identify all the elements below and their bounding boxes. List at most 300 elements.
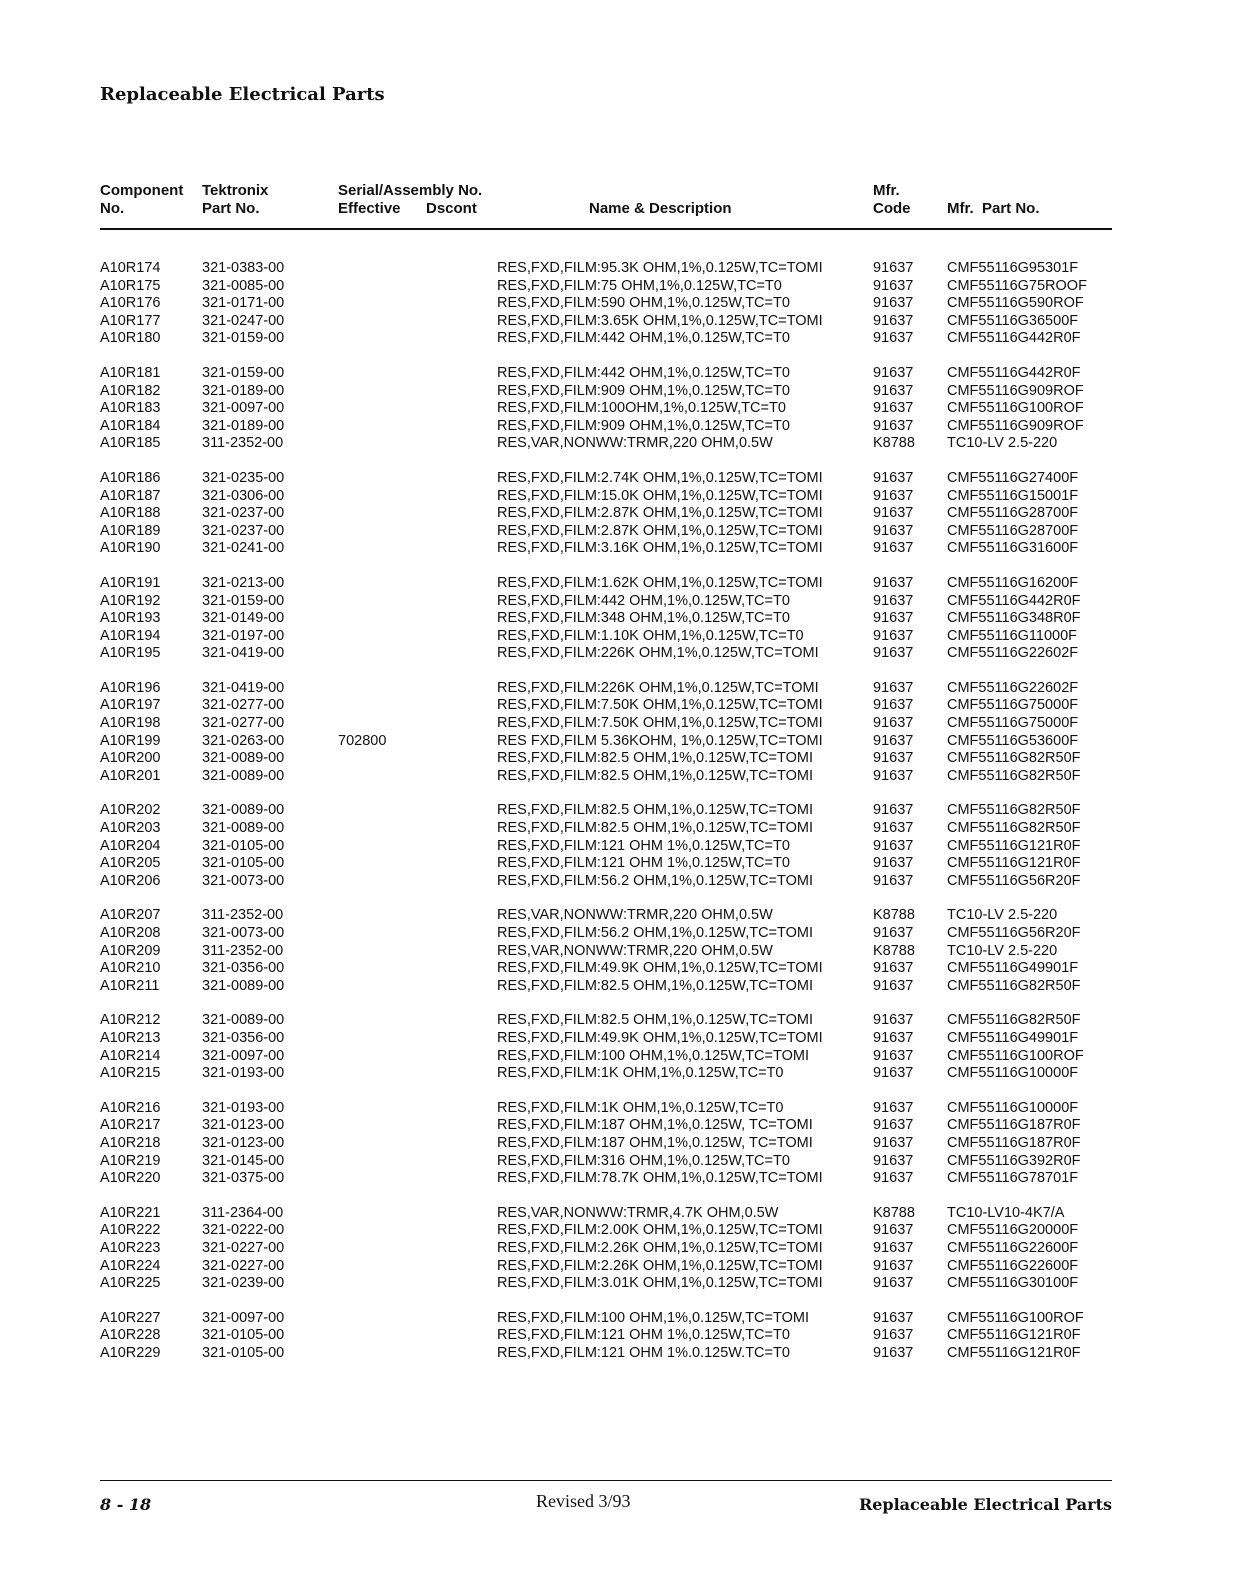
table-row [0,1030,1234,1048]
table-row [0,1100,1234,1118]
mfr-part-number: CMF55116G56R20F [947,872,1081,889]
tektronix-part-number: 311-2352-00 [202,907,284,924]
tektronix-part-number: 321-0263-00 [202,732,285,749]
name-description: RES,FXD,FILM:2.74K OHM,1%,0.125W,TC=TOMI [497,469,823,486]
table-row [0,943,1234,961]
tektronix-part-number: 321-0237-00 [202,522,285,539]
mfr-part-number: CMF55116G392R0F [947,1152,1081,1169]
mfr-part-number: CMF55116G36500F [947,312,1079,329]
mfr-code: 91637 [873,1327,914,1344]
mfr-part-number: CMF55116G82R50F [947,750,1081,767]
mfr-part-number: CMF55116G20000F [947,1222,1079,1239]
name-description: RES,FXD,FILM:3.16K OHM,1%,0.125W,TC=TOMI [497,540,823,557]
table-row [0,978,1234,996]
name-description: RES,FXD,FILM:2.26K OHM,1%,0.125W,TC=TOMI [497,1239,823,1256]
table-row [0,925,1234,943]
tektronix-part-number: 321-0097-00 [202,400,285,417]
component-number: A10R187 [100,487,161,504]
row-group [0,1310,1234,1363]
tektronix-part-number: 321-0105-00 [202,855,285,872]
tektronix-part-number: 321-0105-00 [202,837,285,854]
mfr-part-number: CMF55116G121R0F [947,1327,1081,1344]
name-description: RES,FXD,FILM:78.7K OHM,1%,0.125W,TC=TOMI [497,1170,823,1187]
parts-table [0,260,1234,1379]
name-description: RES,FXD,FILM:82.5 OHM,1%,0.125W,TC=TOMI [497,802,813,819]
component-number: A10R194 [100,627,161,644]
name-description: RES,FXD,FILM:442 OHM,1%,0.125W,TC=T0 [497,364,790,381]
name-description: RES,FXD,FILM:121 OHM 1%,0.125W,TC=T0 [497,1327,790,1344]
mfr-part-number: CMF55116G187R0F [947,1134,1081,1151]
mfr-part-number: CMF55116G82R50F [947,767,1081,784]
name-description: RES,VAR,NONWW:TRMR,220 OHM,0.5W [497,907,773,924]
name-description: RES,FXD,FILM:226K OHM,1%,0.125W,TC=TOMI [497,679,819,696]
tektronix-part-number: 321-0247-00 [202,312,285,329]
row-group [0,907,1234,995]
serial-effective: 702800 [338,732,387,749]
column-header-dscont: Dscont [426,200,477,217]
component-number: A10R210 [100,960,161,977]
mfr-part-number: CMF55116G27400F [947,469,1079,486]
mfr-code: 91637 [873,260,914,276]
name-description: RES,FXD,FILM:7.50K OHM,1%,0.125W,TC=TOMI [497,697,823,714]
mfr-code: 91637 [873,610,914,627]
name-description: RES,FXD,FILM:1.62K OHM,1%,0.125W,TC=TOMI [497,574,823,591]
footer-rule [100,1480,1112,1481]
mfr-part-number: CMF55116G442R0F [947,330,1081,347]
component-number: A10R183 [100,400,161,417]
name-description: RES FXD,FILM 5.36KOHM, 1%,0.125W,TC=TOMI [497,732,823,749]
mfr-part-number: CMF55116G56R20F [947,925,1081,941]
mfr-part-number: CMF55116G28700F [947,505,1079,522]
mfr-part-number: CMF55116G75ROOF [947,277,1087,294]
tektronix-part-number: 321-0197-00 [202,627,285,644]
mfr-code: 91637 [873,1239,914,1256]
mfr-code: 91637 [873,715,914,732]
mfr-code: 91637 [873,1117,914,1134]
component-number: A10R207 [100,907,161,924]
mfr-part-number: TC10-LV10-4K7/A [947,1204,1065,1221]
table-row [0,1310,1234,1328]
mfr-code: 91637 [873,295,914,312]
name-description: RES,FXD,FILM:1K OHM,1%,0.125W,TC=T0 [497,1065,784,1082]
tektronix-part-number: 321-0089-00 [202,767,285,784]
table-row [0,680,1234,698]
footer-title: Replaceable Electrical Parts [858,1495,1112,1514]
mfr-code: 91637 [873,522,914,539]
mfr-code: 91637 [873,400,914,417]
table-row [0,873,1234,891]
header-rule [100,228,1112,230]
component-number: A10R180 [100,330,161,347]
tektronix-part-number: 321-0159-00 [202,592,285,609]
component-number: A10R188 [100,505,161,522]
mfr-part-number: CMF55116G121R0F [947,837,1081,854]
name-description: RES,FXD,FILM:75 OHM,1%,0.125W,TC=T0 [497,277,782,294]
tektronix-part-number: 321-0073-00 [202,872,285,889]
tektronix-part-number: 321-0213-00 [202,574,285,591]
footer-revised: Revised 3/93 [536,1491,631,1511]
column-header-tektronix [202,182,268,218]
component-number: A10R211 [100,977,160,994]
mfr-part-number: CMF55116G121R0F [947,855,1081,872]
tektronix-part-number: 321-0089-00 [202,750,285,767]
mfr-part-number: CMF55116G187R0F [947,1117,1081,1134]
component-number: A10R206 [100,872,161,889]
mfr-part-number: CMF55116G95301F [947,260,1079,276]
component-number: A10R175 [100,277,161,294]
component-number: A10R199 [100,732,161,749]
component-number: A10R189 [100,522,161,539]
table-row [0,400,1234,418]
tektronix-part-number: 321-0237-00 [202,505,285,522]
tektronix-part-number: 321-0097-00 [202,1309,285,1326]
mfr-part-number: CMF55116G100ROF [947,400,1084,417]
mfr-code: 91637 [873,1134,914,1151]
tektronix-part-number: 321-0227-00 [202,1257,285,1274]
mfr-code: 91637 [873,540,914,557]
component-number: A10R227 [100,1309,161,1326]
table-row [0,1205,1234,1223]
name-description: RES,FXD,FILM:49.9K OHM,1%,0.125W,TC=TOMI [497,960,823,977]
mfr-part-number: TC10-LV 2.5-220 [947,435,1058,452]
mfr-code: 91637 [873,505,914,522]
name-description: RES,FXD,FILM:82.5 OHM,1%,0.125W,TC=TOMI [497,750,813,767]
mfr-part-number: CMF55116G75000F [947,715,1079,732]
table-row [0,1327,1234,1345]
component-number: A10R216 [100,1099,161,1116]
component-number: A10R203 [100,820,161,837]
table-row [0,1222,1234,1240]
column-header-mfr-code [873,182,911,218]
tektronix-part-number: 321-0085-00 [202,277,285,294]
name-description: RES,FXD,FILM:2.26K OHM,1%,0.125W,TC=TOMI [497,1257,823,1274]
name-description: RES,FXD,FILM:100 OHM,1%,0.125W,TC=TOMI [497,1309,809,1326]
table-row [0,435,1234,453]
tektronix-part-number: 321-0235-00 [202,469,285,486]
mfr-code: 91637 [873,1099,914,1116]
tektronix-part-number: 321-0419-00 [202,679,285,696]
name-description: RES,FXD,FILM:100 OHM,1%,0.125W,TC=TOMI [497,1047,809,1064]
mfr-code: 91637 [873,1170,914,1187]
tektronix-part-number: 321-0073-00 [202,925,285,941]
tektronix-part-number: 321-0159-00 [202,364,285,381]
name-description: RES,FXD,FILM:590 OHM,1%,0.125W,TC=T0 [497,295,790,312]
mfr-part-number: CMF55116G909ROF [947,417,1084,434]
table-row [0,593,1234,611]
mfr-part-number: CMF55116G28700F [947,522,1079,539]
column-header-effective: Effective [338,200,401,217]
tektronix-part-number: 321-0089-00 [202,977,285,994]
component-number: A10R176 [100,295,161,312]
table-row [0,470,1234,488]
tektronix-part-number: 321-0105-00 [202,1344,285,1361]
tektronix-part-number: 321-0419-00 [202,645,285,662]
tektronix-part-number: 311-2352-00 [202,942,284,959]
component-number: A10R195 [100,645,161,662]
name-description: RES,FXD,FILM:49.9K OHM,1%,0.125W,TC=TOMI [497,1029,823,1046]
column-header-serial-line1: Serial/Assembly No. [338,182,483,199]
table-row [0,1065,1234,1083]
mfr-part-number: CMF55116G348R0F [947,610,1081,627]
name-description: RES,FXD,FILM:95.3K OHM,1%,0.125W,TC=TOMI [497,260,823,276]
mfr-part-number: CMF55116G590ROF [947,295,1084,312]
table-row [0,418,1234,436]
name-description: RES,FXD,FILM:82.5 OHM,1%,0.125W,TC=TOMI [497,1012,813,1029]
component-number: A10R218 [100,1134,161,1151]
name-description: RES,FXD,FILM:2.87K OHM,1%,0.125W,TC=TOMI [497,505,823,522]
name-description: RES,FXD,FILM:3.65K OHM,1%,0.125W,TC=TOMI [497,312,823,329]
table-row [0,540,1234,558]
mfr-part-number: CMF55116G82R50F [947,977,1081,994]
mfr-part-number: CMF55116G30100F [947,1275,1079,1292]
mfr-part-number: CMF55116G53600F [947,732,1079,749]
table-row [0,733,1234,751]
column-header-tektronix-line2: Part No. [202,200,260,217]
tektronix-part-number: 321-0306-00 [202,487,285,504]
table-row [0,1240,1234,1258]
mfr-part-number: CMF55116G100ROF [947,1047,1084,1064]
mfr-code: K8788 [873,942,915,959]
name-description: RES,FXD,FILM:316 OHM,1%,0.125W,TC=T0 [497,1152,790,1169]
component-number: A10R200 [100,750,161,767]
name-description: RES,FXD,FILM:442 OHM,1%,0.125W,TC=T0 [497,330,790,347]
tektronix-part-number: 321-0227-00 [202,1239,285,1256]
tektronix-part-number: 321-0241-00 [202,540,285,557]
table-row [0,365,1234,383]
table-row [0,820,1234,838]
mfr-part-number: TC10-LV 2.5-220 [947,907,1058,924]
column-header-mfr-part: Mfr. Part No. [947,200,1040,217]
component-number: A10R220 [100,1170,161,1187]
table-row [0,523,1234,541]
mfr-part-number: CMF55116G22600F [947,1257,1079,1274]
mfr-code: 91637 [873,487,914,504]
name-description: RES,FXD,FILM:909 OHM,1%,0.125W,TC=T0 [497,417,790,434]
component-number: A10R182 [100,382,161,399]
mfr-code: 91637 [873,767,914,784]
mfr-part-number: CMF55116G49901F [947,1029,1079,1046]
tektronix-part-number: 321-0171-00 [202,295,285,312]
mfr-code: 91637 [873,977,914,994]
tektronix-part-number: 321-0149-00 [202,610,285,627]
mfr-part-number: CMF55116G16200F [947,574,1079,591]
column-header-tektronix-line1: Tektronix [202,182,269,199]
table-row [0,1135,1234,1153]
mfr-code: 91637 [873,697,914,714]
name-description: RES,FXD,FILM:82.5 OHM,1%,0.125W,TC=TOMI [497,820,813,837]
mfr-code: 91637 [873,574,914,591]
tektronix-part-number: 321-0105-00 [202,1327,285,1344]
table-row [0,330,1234,348]
row-group [0,260,1234,348]
mfr-part-number: CMF55116G78701F [947,1170,1079,1187]
component-number: A10R219 [100,1152,161,1169]
component-number: A10R225 [100,1275,161,1292]
mfr-code: 91637 [873,872,914,889]
mfr-code: 91637 [873,1257,914,1274]
name-description: RES,FXD,FILM:7.50K OHM,1%,0.125W,TC=TOMI [497,715,823,732]
mfr-code: K8788 [873,435,915,452]
name-description: RES,FXD,FILM:121 OHM 1%,0.125W,TC=T0 [497,837,790,854]
mfr-part-number: CMF55116G442R0F [947,592,1081,609]
table-row [0,802,1234,820]
component-number: A10R181 [100,364,161,381]
table-row [0,1117,1234,1135]
name-description: RES,FXD,FILM:348 OHM,1%,0.125W,TC=T0 [497,610,790,627]
mfr-part-number: TC10-LV 2.5-220 [947,942,1058,959]
name-description: RES,FXD,FILM:1.10K OHM,1%,0.125W,TC=T0 [497,627,804,644]
tektronix-part-number: 321-0189-00 [202,382,285,399]
row-group [0,575,1234,663]
mfr-code: 91637 [873,1309,914,1326]
column-header-serial [338,182,482,200]
tektronix-part-number: 311-2364-00 [202,1204,284,1221]
mfr-code: K8788 [873,907,915,924]
row-group [0,1100,1234,1188]
component-number: A10R174 [100,260,161,276]
table-row [0,295,1234,313]
name-description: RES,FXD,FILM:15.0K OHM,1%,0.125W,TC=TOMI [497,487,823,504]
mfr-code: 91637 [873,417,914,434]
mfr-code: 91637 [873,802,914,819]
table-row [0,278,1234,296]
name-description: RES,FXD,FILM:100OHM,1%,0.125W,TC=T0 [497,400,786,417]
mfr-part-number: CMF55116G82R50F [947,1012,1081,1029]
mfr-code: 91637 [873,469,914,486]
column-header-component-line2: No. [100,200,125,217]
tektronix-part-number: 321-0159-00 [202,330,285,347]
column-header-component [100,182,183,218]
component-number: A10R209 [100,942,161,959]
table-row [0,715,1234,733]
mfr-part-number: CMF55116G22602F [947,645,1079,662]
name-description: RES,FXD,FILM:82.5 OHM,1%,0.125W,TC=TOMI [497,767,813,784]
table-row [0,628,1234,646]
name-description: RES,FXD,FILM:1K OHM,1%,0.125W,TC=T0 [497,1099,784,1116]
table-row [0,907,1234,925]
tektronix-part-number: 321-0356-00 [202,1029,285,1046]
mfr-code: 91637 [873,837,914,854]
component-number: A10R198 [100,715,161,732]
name-description: RES,FXD,FILM:3.01K OHM,1%,0.125W,TC=TOMI [497,1275,823,1292]
table-row [0,383,1234,401]
table-row [0,488,1234,506]
component-number: A10R177 [100,312,161,329]
tektronix-part-number: 321-0189-00 [202,417,285,434]
mfr-code: 91637 [873,960,914,977]
tektronix-part-number: 321-0239-00 [202,1275,285,1292]
mfr-part-number: CMF55116G22600F [947,1239,1079,1256]
component-number: A10R202 [100,802,161,819]
component-number: A10R222 [100,1222,161,1239]
mfr-code: 91637 [873,277,914,294]
row-group [0,1205,1234,1293]
table-row [0,1170,1234,1188]
tektronix-part-number: 321-0097-00 [202,1047,285,1064]
table-row [0,575,1234,593]
component-number: A10R191 [100,574,161,591]
component-number: A10R190 [100,540,161,557]
column-header-component-line1: Component [100,182,184,199]
component-number: A10R214 [100,1047,161,1064]
tektronix-part-number: 321-0089-00 [202,820,285,837]
table-row [0,1345,1234,1363]
tektronix-part-number: 321-0356-00 [202,960,285,977]
mfr-part-number: CMF55116G11000F [947,627,1078,644]
mfr-code: 91637 [873,1029,914,1046]
column-header-description: Name & Description [589,200,732,217]
tektronix-part-number: 321-0222-00 [202,1222,285,1239]
mfr-part-number: CMF55116G121R0F [947,1344,1081,1361]
component-number: A10R193 [100,610,161,627]
tektronix-part-number: 321-0383-00 [202,260,285,276]
mfr-code: 91637 [873,1344,914,1361]
tektronix-part-number: 321-0123-00 [202,1134,285,1151]
component-number: A10R208 [100,925,161,941]
tektronix-part-number: 321-0277-00 [202,697,285,714]
mfr-part-number: CMF55116G10000F [947,1099,1079,1116]
mfr-code: 91637 [873,592,914,609]
component-number: A10R197 [100,697,161,714]
tektronix-part-number: 321-0123-00 [202,1117,285,1134]
component-number: A10R223 [100,1239,161,1256]
mfr-part-number: CMF55116G49901F [947,960,1079,977]
table-row [0,313,1234,331]
mfr-code: 91637 [873,1275,914,1292]
component-number: A10R228 [100,1327,161,1344]
name-description: RES,FXD,FILM:187 OHM,1%,0.125W, TC=TOMI [497,1134,813,1151]
tektronix-part-number: 321-0277-00 [202,715,285,732]
mfr-part-number: CMF55116G22602F [947,679,1079,696]
table-row [0,960,1234,978]
table-row [0,1048,1234,1066]
row-group [0,365,1234,453]
mfr-part-number: CMF55116G15001F [947,487,1079,504]
component-number: A10R213 [100,1029,161,1046]
mfr-part-number: CMF55116G100ROF [947,1309,1084,1326]
table-row [0,260,1234,278]
mfr-code: 91637 [873,645,914,662]
mfr-code: 91637 [873,330,914,347]
name-description: RES,FXD,FILM:442 OHM,1%,0.125W,TC=T0 [497,592,790,609]
mfr-part-number: CMF55116G82R50F [947,802,1081,819]
table-row [0,645,1234,663]
name-description: RES,VAR,NONWW:TRMR,220 OHM,0.5W [497,942,773,959]
mfr-part-number: CMF55116G82R50F [947,820,1081,837]
tektronix-part-number: 311-2352-00 [202,435,284,452]
row-group [0,802,1234,890]
name-description: RES,FXD,FILM:56.2 OHM,1%,0.125W,TC=TOMI [497,925,813,941]
mfr-code: 91637 [873,855,914,872]
component-number: A10R221 [100,1204,161,1221]
table-row [0,1153,1234,1171]
component-number: A10R217 [100,1117,161,1134]
column-header-mfr-code-line1: Mfr. [873,182,900,199]
name-description: RES,VAR,NONWW:TRMR,220 OHM,0.5W [497,435,773,452]
mfr-code: 91637 [873,925,914,941]
mfr-part-number: CMF55116G909ROF [947,382,1084,399]
table-row [0,855,1234,873]
mfr-code: 91637 [873,312,914,329]
name-description: RES,VAR,NONWW:TRMR,4.7K OHM,0.5W [497,1204,779,1221]
component-number: A10R229 [100,1344,161,1361]
tektronix-part-number: 321-0089-00 [202,802,285,819]
mfr-code: 91637 [873,732,914,749]
mfr-part-number: CMF55116G442R0F [947,364,1081,381]
table-row [0,505,1234,523]
mfr-code: 91637 [873,382,914,399]
component-number: A10R186 [100,469,161,486]
